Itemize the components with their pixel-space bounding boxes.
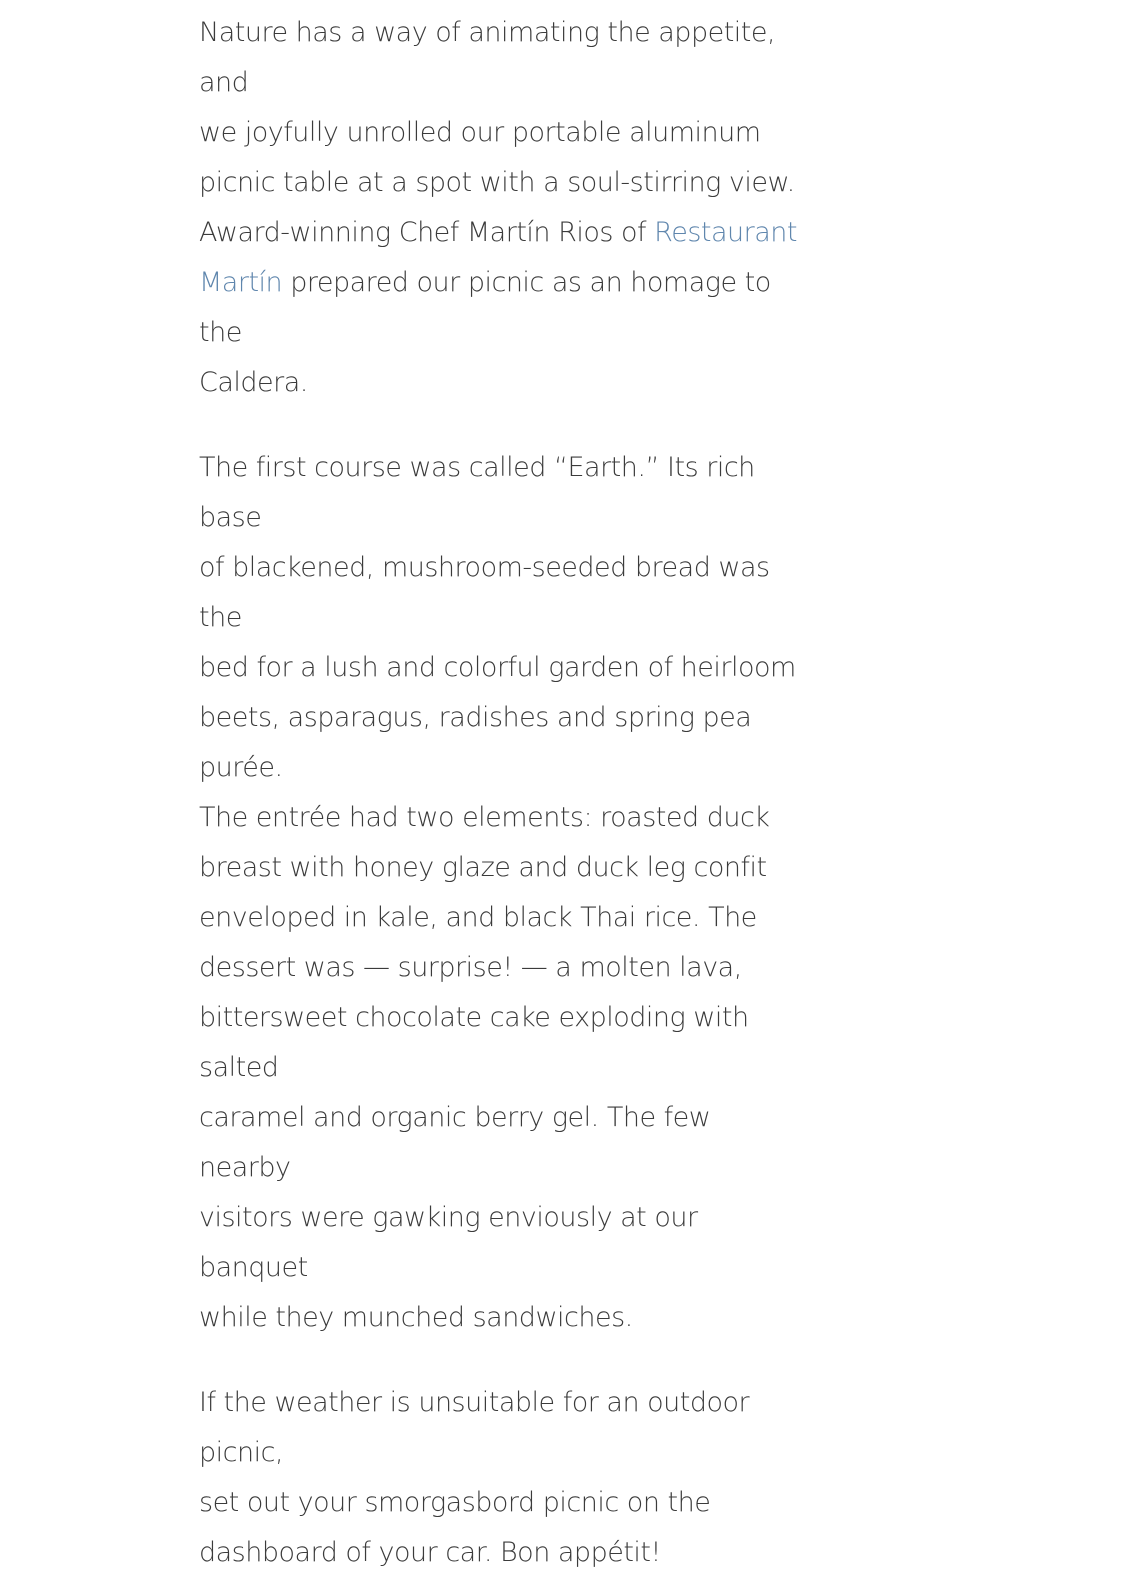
paragraph-text: prepared our picnic as an homage to the Caldera. <box>199 267 771 398</box>
paragraph-weather-tip: If the weather is unsuitable for an outdoor picnic, set out your smorgasbord picnic on the dashboard of your car. Bon appétit! <box>199 1387 750 1568</box>
paragraph-text: Nature has a way of animating the appetite, and we joyfully unrolled our portable aluminum picnic table at a spot with a soul-stirring view. Award-winning Chef Martín Rios of <box>199 17 795 248</box>
article-body <box>199 8 799 1578</box>
paragraph-picnic-intro <box>199 8 799 408</box>
restaurant-martin-link[interactable]: Restaurant Martín <box>199 217 797 298</box>
paragraph-menu-courses: The first course was called “Earth.” Its rich base of blackened, mushroom-seeded bread was the bed for a lush and colorful garden of heirloom beets, asparagus, radishes and spring pea purée. The entrée had two elements: roasted duck breast with honey glaze and duck leg confit enveloped in kale, and black Thai rice. The dessert was — surprise! — a molten lava, bittersweet chocolate cake exploding with salted caramel and organic berry gel. The few nearby visitors were gawking enviously at our banquet while they munched sandwiches. <box>199 452 796 1333</box>
